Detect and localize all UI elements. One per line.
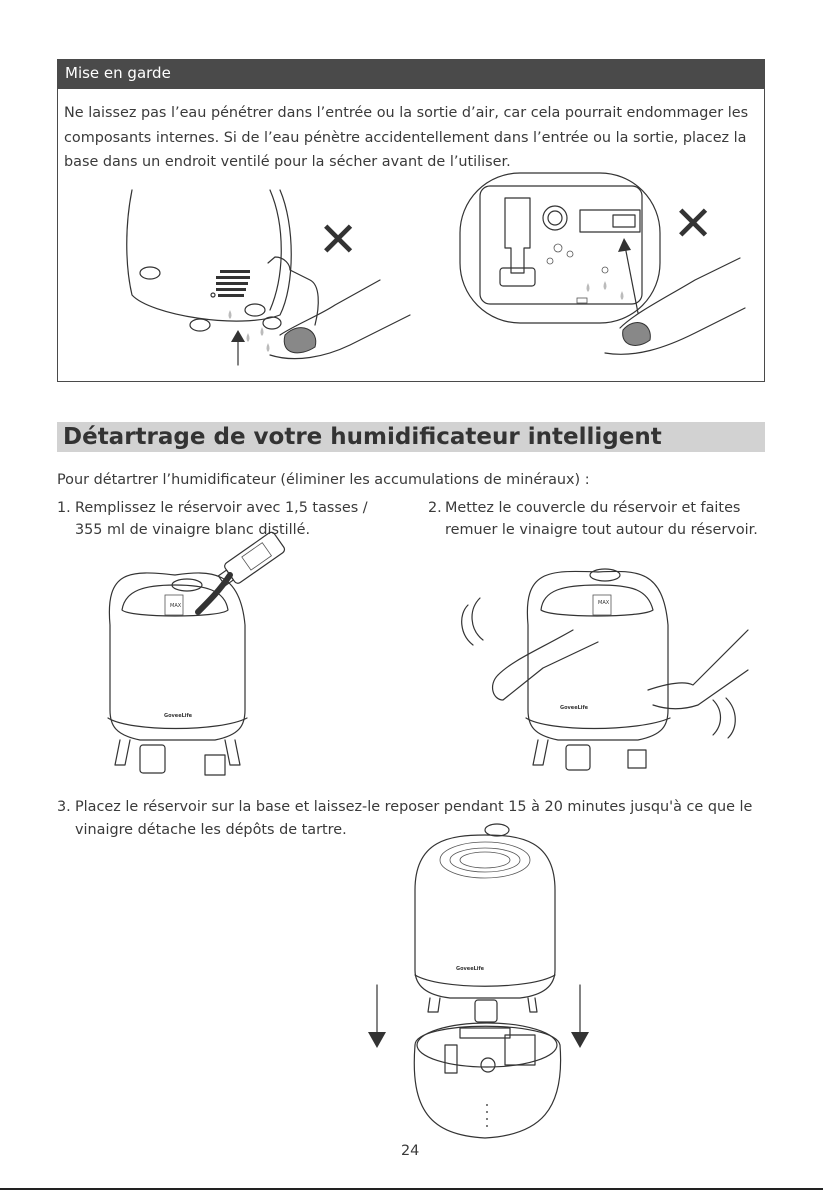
warning-title: Mise en garde [57, 59, 765, 88]
step-3-line2: vinaigre détache les dépôts de tartre. [75, 822, 347, 838]
step-1-line2: 355 ml de vinaigre blanc distillé. [75, 522, 311, 538]
wrong-mark-1: ✕ [318, 212, 359, 268]
illustration-wrong-underside [120, 185, 420, 375]
step-3-line1: Placez le réservoir sur la base et laissez-le reposer pendant 15 à 20 minutes jusqu'à ce que le [75, 799, 753, 815]
illustration-swirl-vinegar [448, 560, 758, 790]
wrong-mark-2: ✕ [673, 196, 714, 252]
step2-brand-label: GoveeLife [560, 705, 589, 711]
section-title: Détartrage de votre humidificateur intelligent [57, 422, 765, 452]
section-intro: Pour détartrer l’humidificateur (éliminer les accumulations de minéraux) : [57, 472, 590, 488]
step-2-number: 2. [428, 500, 442, 516]
bottom-rule [0, 1188, 823, 1190]
illustration-place-tank [360, 820, 610, 1150]
step3-brand-label: GoveeLife [456, 966, 485, 972]
step-1-number: 1. [57, 500, 71, 516]
step1-brand-label: GoveeLife [164, 713, 193, 719]
step-2-line2: remuer le vinaigre tout autour du réservoir. [445, 522, 758, 538]
step2-max-label: MAX [598, 600, 610, 606]
step1-max-label: MAX [170, 603, 182, 609]
illustration-pour-vinegar [100, 540, 330, 780]
page-number: 24 [401, 1143, 420, 1159]
step-2-line1: Mettez le couvercle du réservoir et faites [445, 500, 741, 516]
step-3-number: 3. [57, 799, 71, 815]
warning-body: Ne laissez pas l’eau pénétrer dans l’entrée ou la sortie d’air, car cela pourrait endommager les composants internes. Si de l’eau pénètre accidentellement dans l’entrée ou la sortie, placez la base dans un endroit ventilé pour la sécher avant de l’utiliser. [64, 105, 749, 170]
step-1-line1: Remplissez le réservoir avec 1,5 tasses / [75, 500, 368, 516]
